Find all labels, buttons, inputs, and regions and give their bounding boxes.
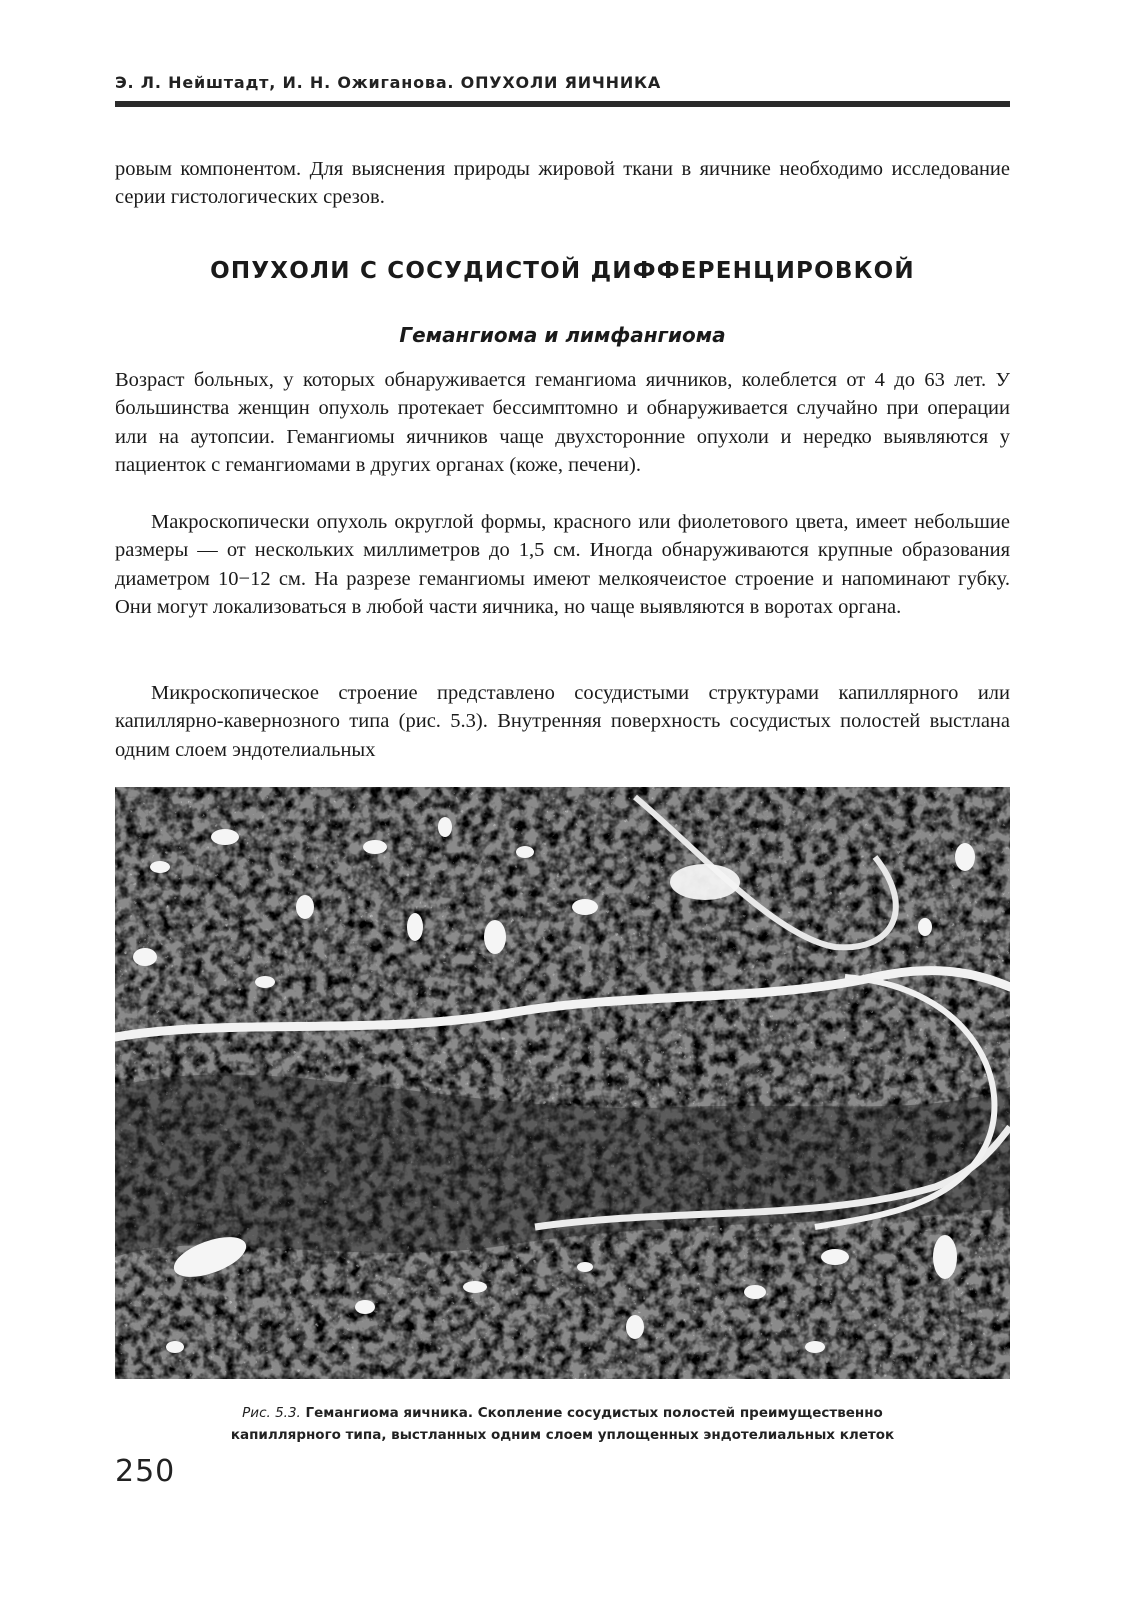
running-head: Э. Л. Нейштадт, И. Н. Ожиганова. ОПУХОЛИ ЯИЧНИКА <box>115 73 662 92</box>
figure-label: Рис. 5.3. <box>242 1405 301 1421</box>
paragraph-macroscopy: Макроскопически опухоль округлой формы, красного или фиолетового цвета, имеет небольшие размеры — от нескольких миллиметров до 1,5 см. Иногда обнаруживаются крупные образования диаметром 10−12 см. На разрезе гемангиомы имеют мелкоячеистое строение и напоминают губку. Они могут локализоваться в любой части яичника, но чаще выявляются в воротах органа. <box>115 511 1010 619</box>
header-rule <box>115 101 1010 107</box>
figure-caption-line1: Гемангиома яичника. Скопление сосудистых полостей преимущественно <box>305 1405 883 1421</box>
figure-caption <box>115 1402 1010 1446</box>
micrograph-image <box>115 787 1010 1379</box>
intro-paragraph: ровым компонентом. Для выяснения природы жировой ткани в яичнике необходимо исследование серии гистологических срезов. <box>115 158 1010 209</box>
page-number: 250 <box>115 1454 176 1489</box>
section-title: ОПУХОЛИ С СОСУДИСТОЙ ДИФФЕРЕНЦИРОВКОЙ <box>210 258 915 284</box>
subsection-title: Гемангиома и лимфангиома <box>399 323 726 347</box>
histology-micrograph <box>115 787 1010 1379</box>
paragraph-age: Возраст больных, у которых обнаруживается гемангиома яичников, колеблется от 4 до 63 лет. У большинства женщин опухоль протекает бессимптомно и обнаруживается случайно при операции или на аутопсии. Гемангиомы яичников чаще двухсторонние опухоли и нередко выявляются у пациенток с гемангиомами в других органах (коже, печени). <box>115 369 1010 477</box>
paragraph-microscopy: Микроскопическое строение представлено сосудистыми структурами капиллярного или капиллярно-кавернозного типа (рис. 5.3). Внутренняя поверхность сосудистых полостей выстлана одним слоем эндотелиальных <box>115 682 1010 761</box>
figure-caption-line2: капиллярного типа, выстланных одним слоем уплощенных эндотелиальных клеток <box>230 1427 895 1443</box>
